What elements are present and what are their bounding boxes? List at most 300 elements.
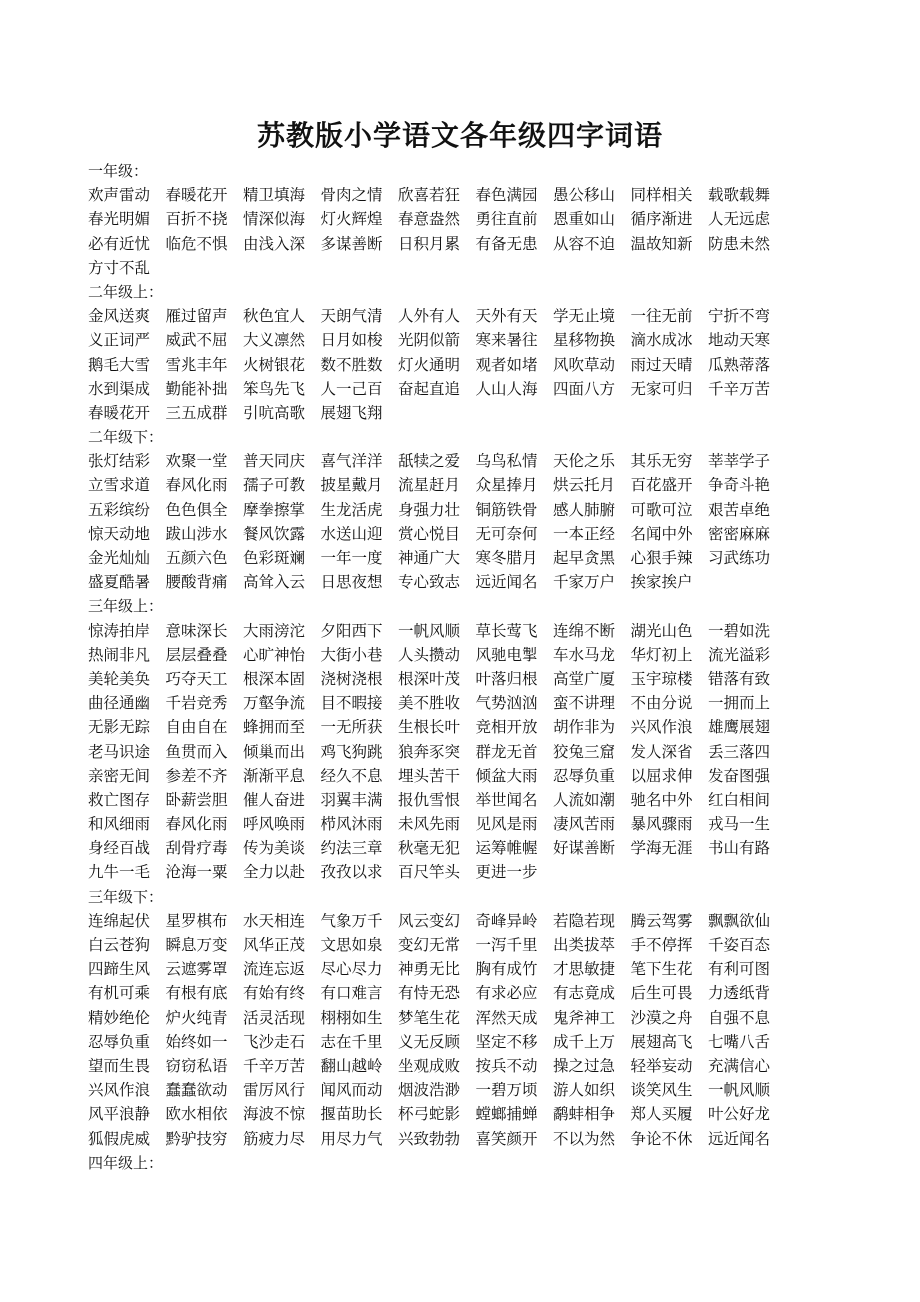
idiom: 夕阳西下 — [320, 621, 383, 640]
idiom: 华灯初上 — [630, 645, 693, 664]
idiom: 秋色宜人 — [243, 307, 306, 326]
idiom: 胡作非为 — [553, 718, 616, 737]
idiom-row — [88, 1078, 888, 1102]
idiom-row — [88, 304, 888, 328]
idiom: 风平浪静 — [88, 1105, 151, 1124]
idiom: 千辛万苦 — [243, 1056, 306, 1075]
idiom-row — [88, 981, 888, 1005]
idiom-row — [88, 740, 888, 764]
idiom: 一无所获 — [320, 718, 383, 737]
idiom: 骨肉之情 — [320, 186, 383, 205]
idiom: 报仇雪恨 — [398, 790, 461, 809]
idiom-row — [88, 328, 888, 352]
idiom: 日积月累 — [398, 234, 461, 253]
idiom: 挨家挨户 — [630, 573, 693, 592]
idiom: 手不停挥 — [630, 936, 693, 954]
idiom: 威武不屈 — [165, 331, 228, 350]
idiom-row — [88, 933, 888, 957]
idiom: 忍辱负重 — [553, 766, 616, 785]
idiom: 数不胜数 — [320, 355, 383, 374]
idiom: 狐假虎威 — [88, 1129, 151, 1148]
idiom: 百花盛开 — [630, 476, 693, 495]
idiom: 若隐若现 — [553, 911, 616, 930]
idiom: 喜笑颜开 — [475, 1129, 538, 1148]
idiom: 灯火辉煌 — [320, 210, 383, 229]
grade-heading: 一年级： — [88, 162, 149, 180]
idiom: 有备无患 — [475, 234, 538, 253]
idiom: 春意盎然 — [398, 210, 461, 229]
idiom: 叶公好龙 — [708, 1105, 771, 1124]
idiom: 水送山迎 — [320, 524, 383, 543]
idiom: 飞沙走石 — [243, 1032, 306, 1051]
idiom: 金光灿灿 — [88, 549, 151, 567]
idiom: 精卫填海 — [243, 186, 306, 205]
idiom: 蜂拥而至 — [243, 718, 306, 737]
idiom: 兴致勃勃 — [398, 1129, 461, 1148]
idiom: 立雪求道 — [88, 476, 151, 495]
idiom: 目不暇接 — [320, 694, 383, 713]
idiom: 一往无前 — [630, 307, 693, 326]
idiom-row — [88, 353, 888, 377]
idiom: 天伦之乐 — [553, 452, 616, 471]
idiom: 根深叶茂 — [398, 669, 461, 688]
idiom: 高耸入云 — [243, 573, 306, 592]
idiom: 谈笑风生 — [630, 1081, 693, 1100]
idiom: 驰名中外 — [630, 790, 693, 809]
idiom: 人山人海 — [475, 379, 538, 398]
idiom: 舐犊之爱 — [398, 452, 461, 471]
idiom: 救亡图存 — [88, 790, 151, 809]
idiom-row — [88, 764, 888, 788]
idiom-row — [88, 570, 888, 594]
idiom: 千姿百态 — [708, 936, 771, 954]
idiom: 鬼斧神工 — [553, 1008, 616, 1027]
idiom: 人外有人 — [398, 307, 461, 326]
idiom: 张灯结彩 — [88, 452, 151, 471]
idiom-row — [88, 643, 888, 667]
idiom-row — [88, 691, 888, 715]
idiom: 群龙无首 — [475, 742, 538, 761]
idiom: 一本正经 — [553, 524, 616, 543]
idiom: 蛮不讲理 — [553, 694, 616, 713]
idiom: 气象万千 — [320, 911, 383, 930]
idiom: 惊天动地 — [88, 524, 151, 543]
idiom: 始终如一 — [165, 1032, 228, 1051]
idiom: 埋头苦干 — [398, 766, 461, 785]
idiom: 人一己百 — [320, 379, 383, 398]
idiom: 惊涛拍岸 — [88, 621, 151, 640]
idiom: 有口难言 — [320, 984, 383, 1003]
idiom: 铜筋铁骨 — [475, 500, 538, 519]
idiom: 情深似海 — [243, 210, 306, 229]
idiom-row — [88, 232, 888, 256]
idiom: 变幻无常 — [398, 936, 461, 954]
idiom: 热闹非凡 — [88, 645, 151, 664]
idiom: 倾巢而出 — [243, 742, 306, 761]
idiom: 闻风而动 — [320, 1081, 383, 1100]
idiom: 赏心悦目 — [398, 524, 461, 543]
idiom: 老马识途 — [88, 742, 151, 761]
idiom: 窃窃私语 — [165, 1056, 228, 1075]
idiom: 春暖花开 — [165, 186, 228, 205]
idiom: 兴风作浪 — [630, 718, 693, 737]
idiom: 风云变幻 — [398, 911, 461, 930]
grade-heading: 三年级上： — [88, 597, 164, 616]
idiom: 不由分说 — [630, 694, 693, 713]
idiom: 浇树浇根 — [320, 669, 383, 688]
idiom: 鹅毛大雪 — [88, 355, 151, 374]
idiom: 无影无踪 — [88, 718, 151, 737]
idiom: 孜孜以求 — [320, 863, 383, 882]
idiom: 和风细雨 — [88, 815, 151, 834]
idiom: 笨鸟先飞 — [243, 379, 306, 398]
grade-heading: 二年级下： — [88, 428, 164, 447]
idiom: 炉火纯青 — [165, 1008, 228, 1027]
idiom: 红白相间 — [708, 790, 771, 809]
idiom: 有利可图 — [708, 960, 771, 979]
grade-heading: 四年级上： — [88, 1153, 164, 1172]
idiom: 人流如潮 — [553, 790, 616, 809]
idiom: 争奇斗艳 — [708, 476, 771, 495]
idiom-list — [88, 159, 888, 1175]
idiom: 浑然天成 — [475, 1008, 538, 1027]
idiom: 生根长叶 — [398, 718, 461, 737]
idiom: 后生可畏 — [630, 984, 693, 1003]
idiom: 呼风唤雨 — [243, 815, 306, 834]
idiom: 宁折不弯 — [708, 307, 771, 326]
idiom: 义正词严 — [88, 331, 151, 350]
idiom: 发人深省 — [630, 742, 693, 761]
idiom: 千岩竞秀 — [165, 694, 228, 713]
idiom: 盛夏酷暑 — [88, 573, 151, 592]
idiom: 跋山涉水 — [165, 524, 228, 543]
idiom: 莘莘学子 — [708, 452, 771, 471]
idiom: 蠢蠢欲动 — [165, 1081, 228, 1100]
grade-heading: 二年级上： — [88, 282, 164, 301]
idiom: 有恃无恐 — [398, 984, 461, 1003]
idiom: 刮骨疗毒 — [165, 839, 228, 858]
grade-heading: 三年级下： — [88, 887, 164, 906]
idiom: 用尽力气 — [320, 1129, 383, 1148]
idiom: 运筹帷幄 — [475, 839, 538, 858]
idiom: 百折不挠 — [165, 210, 228, 229]
idiom: 忍辱负重 — [88, 1032, 151, 1051]
idiom: 温故知新 — [630, 234, 693, 253]
idiom: 流连忘返 — [243, 960, 306, 979]
idiom: 竞相开放 — [475, 718, 538, 737]
idiom: 艰苦卓绝 — [708, 500, 771, 519]
idiom: 其乐无穷 — [630, 452, 693, 471]
idiom: 春风化雨 — [165, 476, 228, 495]
idiom: 无家可归 — [630, 379, 693, 398]
idiom: 瓜熟蒂落 — [708, 355, 771, 374]
idiom: 春光明媚 — [88, 210, 151, 229]
idiom-row — [88, 183, 888, 207]
idiom: 错落有致 — [708, 669, 771, 688]
idiom: 展翅飞翔 — [320, 403, 383, 422]
idiom: 参差不齐 — [165, 766, 228, 785]
idiom: 羽翼丰满 — [320, 790, 383, 809]
idiom: 按兵不动 — [475, 1056, 538, 1075]
idiom: 戎马一生 — [708, 815, 771, 834]
idiom-row — [88, 498, 888, 522]
idiom: 摩拳擦掌 — [243, 500, 306, 519]
idiom: 充满信心 — [708, 1056, 771, 1075]
idiom: 五颜六色 — [165, 549, 228, 567]
idiom-row — [88, 667, 888, 691]
idiom: 三五成群 — [165, 403, 228, 422]
idiom: 大街小巷 — [320, 645, 383, 664]
idiom: 天朗气清 — [320, 307, 383, 326]
idiom: 一拥而上 — [708, 694, 771, 713]
idiom: 螳螂捕蝉 — [475, 1105, 538, 1124]
idiom: 喜气洋洋 — [320, 452, 383, 471]
idiom-row — [88, 957, 888, 981]
idiom-row — [88, 1006, 888, 1030]
idiom: 一碧如洗 — [708, 621, 771, 640]
idiom: 愚公移山 — [553, 186, 616, 205]
idiom: 心旷神怡 — [243, 645, 306, 664]
idiom: 习武练功 — [708, 549, 771, 567]
idiom: 载歌载舞 — [708, 186, 771, 205]
idiom: 意味深长 — [165, 621, 228, 640]
idiom: 叶落归根 — [475, 669, 538, 688]
idiom: 出类拔萃 — [553, 936, 616, 954]
idiom: 神勇无比 — [398, 960, 461, 979]
idiom: 游人如织 — [553, 1081, 616, 1100]
idiom: 必有近忧 — [88, 234, 151, 253]
idiom: 丢三落四 — [708, 742, 771, 761]
idiom: 烟波浩渺 — [398, 1081, 461, 1100]
idiom: 日思夜想 — [320, 573, 383, 592]
idiom: 千辛万苦 — [708, 379, 771, 398]
idiom: 有求必应 — [475, 984, 538, 1003]
idiom: 云遮雾罩 — [165, 960, 228, 979]
idiom: 烘云托月 — [553, 476, 616, 495]
idiom: 催人奋进 — [243, 790, 306, 809]
idiom: 滴水成冰 — [630, 331, 693, 350]
idiom: 梦笔生花 — [398, 1008, 461, 1027]
idiom: 火树银花 — [243, 355, 306, 374]
idiom: 灯火通明 — [398, 355, 461, 374]
idiom: 一年一度 — [320, 549, 383, 567]
idiom: 学无止境 — [553, 307, 616, 326]
idiom: 自由自在 — [165, 718, 228, 737]
idiom: 由浅入深 — [243, 234, 306, 253]
idiom: 鸡飞狗跳 — [320, 742, 383, 761]
idiom: 身经百战 — [88, 839, 151, 858]
idiom: 鹬蚌相争 — [553, 1105, 616, 1124]
idiom-row — [88, 377, 888, 401]
idiom: 连绵不断 — [553, 621, 616, 640]
idiom-row — [88, 812, 888, 836]
idiom: 高堂广厦 — [553, 669, 616, 688]
idiom: 从容不迫 — [553, 234, 616, 253]
idiom-row — [88, 256, 888, 280]
idiom: 湖光山色 — [630, 621, 693, 640]
idiom: 方寸不乱 — [88, 258, 151, 277]
idiom: 见风是雨 — [475, 815, 538, 834]
idiom: 暴风骤雨 — [630, 815, 693, 834]
idiom: 五彩缤纷 — [88, 500, 151, 519]
idiom-row — [88, 836, 888, 860]
idiom: 欢声雷动 — [88, 186, 151, 205]
document-title: 苏教版小学语文各年级四字词语 — [256, 119, 663, 152]
idiom: 普天同庆 — [243, 452, 306, 471]
idiom: 好谋善断 — [553, 839, 616, 858]
idiom: 奇峰异岭 — [475, 911, 538, 930]
idiom: 志在千里 — [320, 1032, 383, 1051]
idiom: 渐渐平息 — [243, 766, 306, 785]
idiom: 一碧万顷 — [475, 1081, 538, 1100]
idiom: 披星戴月 — [320, 476, 383, 495]
idiom: 瞬息万变 — [165, 936, 228, 954]
idiom: 秋毫无犯 — [398, 839, 461, 858]
idiom: 百尺竿头 — [398, 863, 461, 882]
idiom: 神通广大 — [398, 549, 461, 567]
idiom: 望而生畏 — [88, 1056, 151, 1075]
idiom: 寒冬腊月 — [475, 549, 538, 567]
idiom-row — [88, 619, 888, 643]
idiom: 腾云驾雾 — [630, 911, 693, 930]
idiom-row — [88, 401, 888, 425]
idiom: 黔驴技穷 — [165, 1129, 228, 1148]
idiom: 九牛一毛 — [88, 863, 151, 882]
idiom: 金风送爽 — [88, 307, 151, 326]
idiom-row — [88, 715, 888, 739]
idiom: 一泻千里 — [475, 936, 538, 954]
idiom: 筋疲力尽 — [243, 1129, 306, 1148]
idiom: 巧夺天工 — [165, 669, 228, 688]
idiom: 栉风沐雨 — [320, 815, 383, 834]
idiom: 展翅高飞 — [630, 1032, 693, 1051]
idiom: 连绵起伏 — [88, 911, 151, 930]
idiom: 雄鹰展翅 — [708, 718, 771, 737]
idiom: 同样相关 — [630, 186, 693, 205]
idiom: 欧水相依 — [165, 1105, 228, 1124]
idiom: 人头攒动 — [398, 645, 461, 664]
idiom: 欣喜若狂 — [398, 186, 461, 205]
idiom: 倾盆大雨 — [475, 766, 538, 785]
idiom: 四蹄生风 — [88, 960, 151, 979]
idiom: 美不胜收 — [398, 694, 461, 713]
idiom-row — [88, 909, 888, 933]
idiom: 专心致志 — [398, 573, 461, 592]
idiom: 车水马龙 — [553, 645, 616, 664]
idiom: 约法三章 — [320, 839, 383, 858]
idiom: 春暖花开 — [88, 403, 151, 422]
idiom: 郑人买履 — [630, 1105, 693, 1124]
idiom: 水到渠成 — [88, 379, 151, 398]
idiom: 千家万户 — [553, 573, 616, 592]
idiom: 恩重如山 — [553, 210, 616, 229]
idiom-row — [88, 1030, 888, 1054]
idiom: 春色满园 — [475, 186, 538, 205]
idiom: 沧海一粟 — [165, 863, 228, 882]
idiom: 层层叠叠 — [165, 645, 228, 664]
idiom: 自强不息 — [708, 1008, 771, 1027]
idiom: 光阴似箭 — [398, 331, 461, 350]
idiom: 星移物换 — [553, 331, 616, 350]
idiom-row — [88, 860, 888, 884]
idiom: 义无反顾 — [398, 1032, 461, 1051]
idiom: 观者如堵 — [475, 355, 538, 374]
idiom: 大义凛然 — [243, 331, 306, 350]
idiom: 风华正茂 — [243, 936, 306, 954]
idiom: 乌鸟私情 — [475, 452, 538, 471]
idiom: 色色俱全 — [165, 500, 228, 519]
idiom: 防患未然 — [708, 234, 771, 253]
idiom: 沙漠之舟 — [630, 1008, 693, 1027]
idiom-row — [88, 1102, 888, 1126]
idiom: 流光溢彩 — [708, 645, 771, 664]
idiom-row — [88, 473, 888, 497]
idiom: 起早贪黑 — [553, 549, 616, 567]
idiom: 四面八方 — [553, 379, 616, 398]
idiom: 玉宇琼楼 — [630, 669, 693, 688]
idiom-row — [88, 546, 888, 570]
idiom: 欢聚一堂 — [165, 452, 228, 471]
idiom: 有始有终 — [243, 984, 306, 1003]
idiom: 风吹草动 — [553, 355, 616, 374]
idiom: 书山有路 — [708, 839, 771, 858]
idiom: 鱼贯而入 — [165, 742, 228, 761]
idiom: 一帆风顺 — [398, 621, 461, 640]
idiom: 轻举妄动 — [630, 1056, 693, 1075]
idiom: 争论不休 — [630, 1129, 693, 1148]
idiom: 寒来暑往 — [475, 331, 538, 350]
idiom: 临危不惧 — [165, 234, 228, 253]
idiom: 操之过急 — [553, 1056, 616, 1075]
idiom: 兴风作浪 — [88, 1081, 151, 1100]
idiom: 更进一步 — [475, 863, 538, 882]
idiom: 成千上万 — [553, 1032, 616, 1051]
idiom: 雪兆丰年 — [165, 355, 228, 374]
idiom: 勇往直前 — [475, 210, 538, 229]
idiom: 精妙绝伦 — [88, 1008, 151, 1027]
idiom: 远近闻名 — [708, 1129, 771, 1148]
idiom: 尽心尽力 — [320, 960, 383, 979]
idiom: 有志竟成 — [553, 984, 616, 1003]
idiom: 勤能补拙 — [165, 379, 228, 398]
idiom: 学海无涯 — [630, 839, 693, 858]
idiom: 天外有天 — [475, 307, 538, 326]
idiom: 水天相连 — [243, 911, 306, 930]
idiom: 文思如泉 — [320, 936, 383, 954]
idiom: 狡兔三窟 — [553, 742, 616, 761]
idiom: 色彩斑斓 — [243, 549, 306, 567]
idiom: 大雨滂沱 — [243, 621, 306, 640]
idiom-row — [88, 522, 888, 546]
idiom: 未风先雨 — [398, 815, 461, 834]
idiom: 翻山越岭 — [320, 1056, 383, 1075]
idiom: 有根有底 — [165, 984, 228, 1003]
idiom: 杯弓蛇影 — [398, 1105, 461, 1124]
idiom: 名闻中外 — [630, 524, 693, 543]
idiom: 全力以赴 — [243, 863, 306, 882]
idiom: 可歌可泣 — [630, 500, 693, 519]
idiom: 卧薪尝胆 — [165, 790, 228, 809]
idiom: 万壑争流 — [243, 694, 306, 713]
idiom: 有机可乘 — [88, 984, 151, 1003]
idiom: 日月如梭 — [320, 331, 383, 350]
idiom: 七嘴八舌 — [708, 1032, 771, 1051]
idiom: 凄风苦雨 — [553, 815, 616, 834]
idiom: 揠苗助长 — [320, 1105, 383, 1124]
idiom: 众星捧月 — [475, 476, 538, 495]
idiom: 经久不息 — [320, 766, 383, 785]
idiom: 海波不惊 — [243, 1105, 306, 1124]
